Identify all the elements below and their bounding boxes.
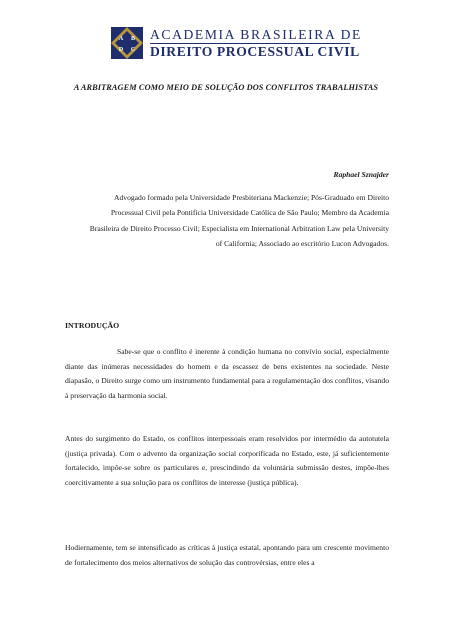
- academy-logo: [110, 26, 144, 60]
- logo-letter-b: B: [130, 36, 136, 42]
- section-heading: INTRODUÇÃO: [65, 321, 120, 330]
- paragraph-2: Antes do surgimento do Estado, os conflitos interpessoais eram resolvidos por intermédio da autotutela (justiça privada). Com o advento da organização social corporificada no Estado, este, já suficientemente fortalecido, impõe-se sobre os particulares e, prescindindo da voluntária submissão destes, impõe-lhes coercitivamente a sua solução para os conflitos de interesse (justiça pública).: [65, 434, 389, 487]
- paragraph-3: Hodiernamente, tem se intensificado as críticas à justiça estatal, apontando para um crescente movimento de fortalecimento dos meios alternativos de solução das controvérsias, entre eles a: [65, 543, 389, 567]
- author-name: Raphael Sznajder: [333, 170, 389, 179]
- paragraph-1: Sabe-se que o conflito é inerente à condição humana no convívio social, especialmente diante das inúmeras necessidades do homem e da escassez de bens existentes na sociedade. Neste diapasão, o Direito surge como um instrumento fundamental para a regulamentação dos conflitos, visando à preservação da harmonia social.: [65, 347, 389, 400]
- author-bio: Advogado formado pela Universidade Presbiteriana Mackenzie; Pós-Graduado em Direito Processual Civil pela Pontifícia Universidade Católica de São Paulo; Membro da Academia Brasileira de Direito Processo Civil; Especialista em International Arbitration Law pela University of California; Associado ao escritório Lucon Advogados.: [89, 193, 389, 248]
- org-name-line2: DIREITO PROCESSUAL CIVIL: [150, 44, 360, 59]
- logo-letter-a: A: [118, 36, 124, 42]
- document-title: A ARBITRAGEM COMO MEIO DE SOLUÇÃO DOS CONFLITOS TRABALHISTAS: [73, 83, 379, 92]
- org-name-line1: ACADEMIA BRASILEIRA DE: [150, 27, 362, 42]
- page-header: [110, 26, 362, 60]
- logo-letter-c: C: [130, 47, 136, 53]
- logo-letter-d: D: [118, 47, 124, 53]
